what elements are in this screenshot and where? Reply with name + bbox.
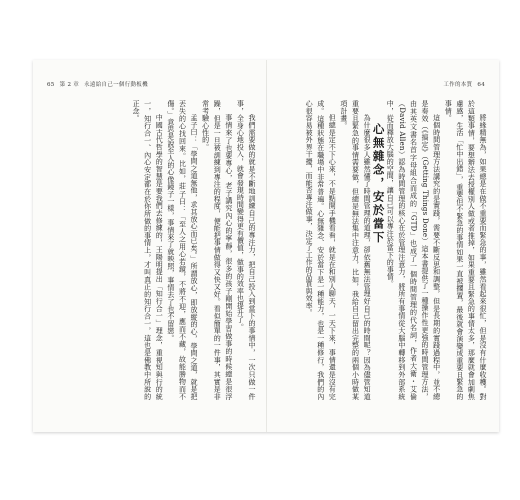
section-paragraph-1: 為什麼很多人雖然懂了時間管理的道理，卻依舊無法管理好自己的時間呢？因為儘管知道重要且緊急的事情需要做，但總是無法集中注意力，比如，我給自己留出完整的兩個小時做某項計畫。 — [339, 100, 372, 400]
left-body-text — [45, 100, 257, 400]
chapter-label: 第 2 章 — [59, 82, 80, 88]
left-running-header — [47, 80, 153, 88]
left-paragraph-3: 孟子曰：「學問之道無他，求其放心而已矣。」所謂放心，即放縱的心，學問之道，就是把丟失的心找回來。比如，莊子曰：「至人之用心若鏡，不將不迎，應而不藏，故能勝物而不傷。」意思是說至人的心像鏡子一樣，事情來了就映照，事情去了也不留戀。 — [166, 100, 199, 400]
chapter-title: 永遠給自己一個行動板機 — [84, 82, 148, 88]
right-page — [266, 60, 499, 432]
left-paragraph-4: 中國古代哲學的智慧是要我們去修練的，王陽明提出「知行合一」理念，重視知與行的統一，知行合一、內心安定都在於你所做的事情上，才叫真正的知行合一，這也是佛教中所說的正念。 — [132, 100, 164, 400]
left-paragraph-1: 我們需要做的就是不斷地訓練自己的專注力，把自己投入到當下的事情中，一次只做一件事，全身心地投入，就會發現時間變得更有價值，做事的效率也提升了。 — [236, 100, 256, 400]
running-title: 工作的本質 — [443, 82, 473, 88]
left-page-number: 65 — [47, 82, 55, 88]
left-paragraph-2: 事情來了也要專心，老子講究內心的寧靜，很多的孩子剛開始學習做事的時候總是很浮躁，但是一旦被訓練到專注的程度，便能把事情做得又快又好。看似簡單的一件事，其實是非常考驗心性的。 — [201, 100, 233, 400]
right-body-text — [276, 100, 488, 400]
right-page-number: 64 — [477, 82, 485, 88]
right-running-header — [438, 80, 485, 88]
right-paragraph-1: 將緣精無為，如果總是在做不重要而緊急的事，雖然看起來很忙，但是沒有什麼收穫。對於這類事情，要想辦法去授權別人做或者推掉，如果重要且緊急的事情太多，那麼就會加劇焦慮感，生活「忙中出錯」，重要但不緊急的事情如果一直被擱置，最後就會演變成重要且緊急的事情。 — [444, 100, 487, 400]
section-heading: 心無雜念，安於當下 — [371, 123, 386, 245]
right-paragraph-2: 這個時間管理方法講究的是實踐，需要不斷反思和調整，但是長期的實踐過程中，並不總是奏效（《搞定》（Getting Things Done）這本書提供了一種操作性更強的時間管理方法，由其英文書名首字母組合而成的「GTD」也成了一個時間管理的代名詞，作者大衛・艾倫（David Allen）認為時間管理的核心在於管理注意力，將所有事情從大腦中轉移到外部系統中，從而釋放大腦的空間，讓自己可以專注於當下的事情。 — [386, 100, 441, 400]
left-page — [33, 60, 266, 432]
book-spread — [33, 60, 499, 432]
section-paragraph-2: 但總是定不下心來，不是點開手機看看，就是在和別人聊天，一天下來，事情還是沒有完成。這種狀態在職場中非常普遍。心無雜念、安於當下是一種能力，也是一種修行，我們的內心很容易被外界干擾，而能否專注做事，決定了工作的品質與效率。 — [305, 100, 337, 400]
